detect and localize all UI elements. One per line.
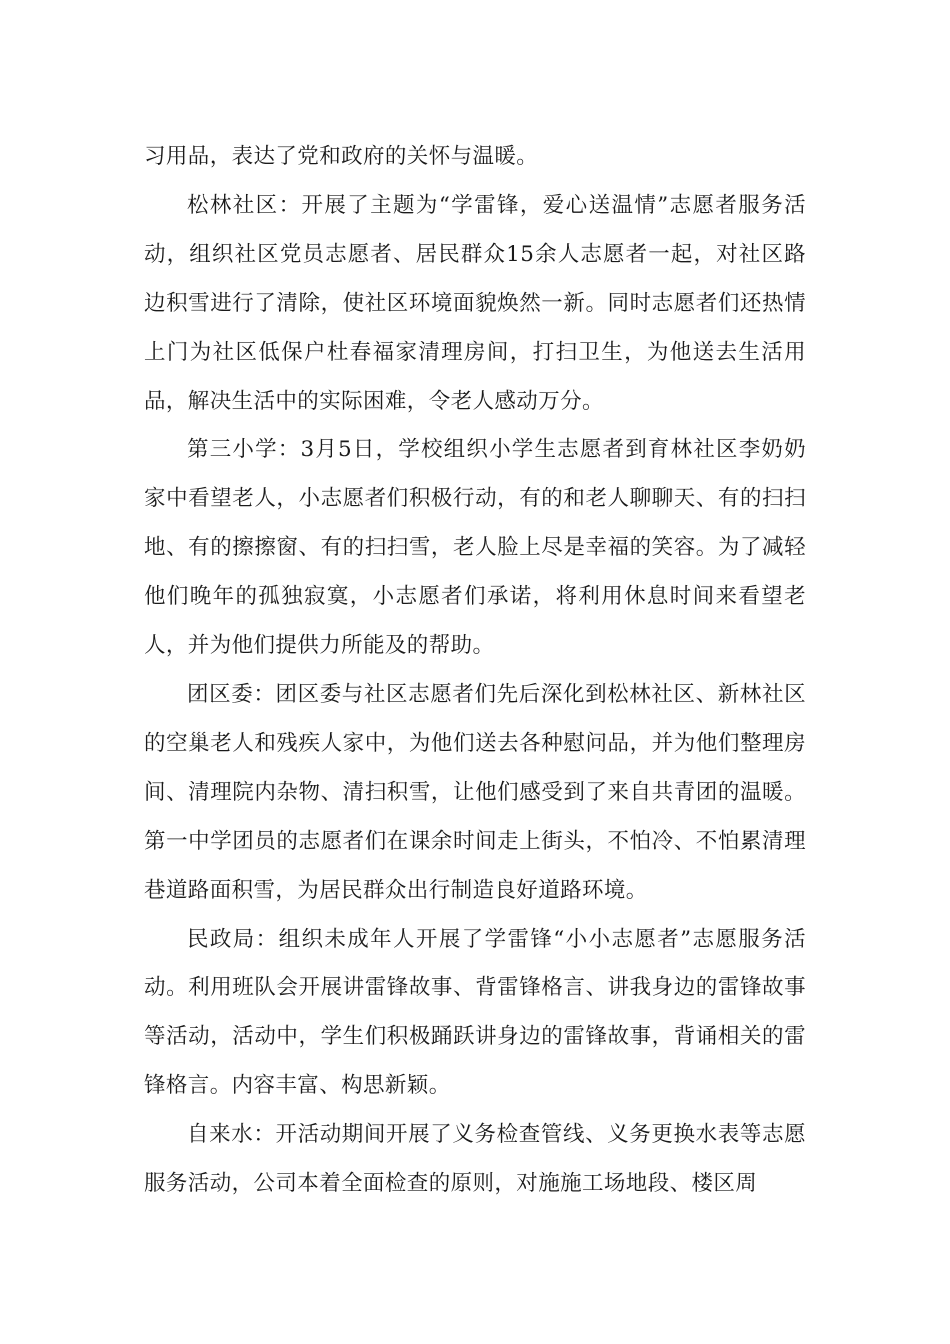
paragraph-continued: 习用品，表达了党和政府的关怀与温暖。 — [144, 144, 539, 169]
paragraph-youth-league-district: 团区委：团区委与社区志愿者们先后深化到松林社区、新林社区的空巢老人和残疾人家中，为他们送去各种慰问品，并为他们整理房间、清理院内杂物、清扫积雪，让他们感受到了来自共青团的温暖。第一中学团员的志愿者们在课余时间走上街头，不怕冷、不怕累清理巷道路面积雪，为居民群众出行制造良好道路环境。 — [144, 681, 806, 903]
paragraph-songlin-community: 松林社区：开展了主题为“学雷锋，爱心送温情”志愿者服务活动，组织社区党员志愿者、居民群众15余人志愿者一起，对社区路边积雪进行了清除，使社区环境面貌焕然一新。同时志愿者们还热情上门为社区低保户杜春福家清理房间，打扫卫生，为他送去生活用品，解决生活中的实际困难，令老人感动万分。 — [144, 192, 806, 414]
paragraph-civil-affairs-bureau: 民政局：组织未成年人开展了学雷锋“小小志愿者”志愿服务活动。利用班队会开展讲雷锋故事、背雷锋格言、讲我身边的雷锋故事等活动，活动中，学生们积极踊跃讲身边的雷锋故事，背诵相关的雷锋格言。内容丰富、构思新颖。 — [144, 926, 806, 1099]
paragraph-water-company: 自来水：开活动期间开展了义务检查管线、义务更换水表等志愿服务活动，公司本着全面检查的原则，对施施工场地段、楼区周 — [144, 1122, 806, 1197]
document-body — [144, 133, 806, 1209]
paragraph-third-primary-school: 第三小学：3月5日，学校组织小学生志愿者到育林社区李奶奶家中看望老人，小志愿者们积极行动，有的和老人聊聊天、有的扫扫地、有的擦擦窗、有的扫扫雪，老人脸上尽是幸福的笑容。为了减轻他们晚年的孤独寂寞，小志愿者们承诺，将利用休息时间来看望老人，并为他们提供力所能及的帮助。 — [144, 437, 806, 659]
